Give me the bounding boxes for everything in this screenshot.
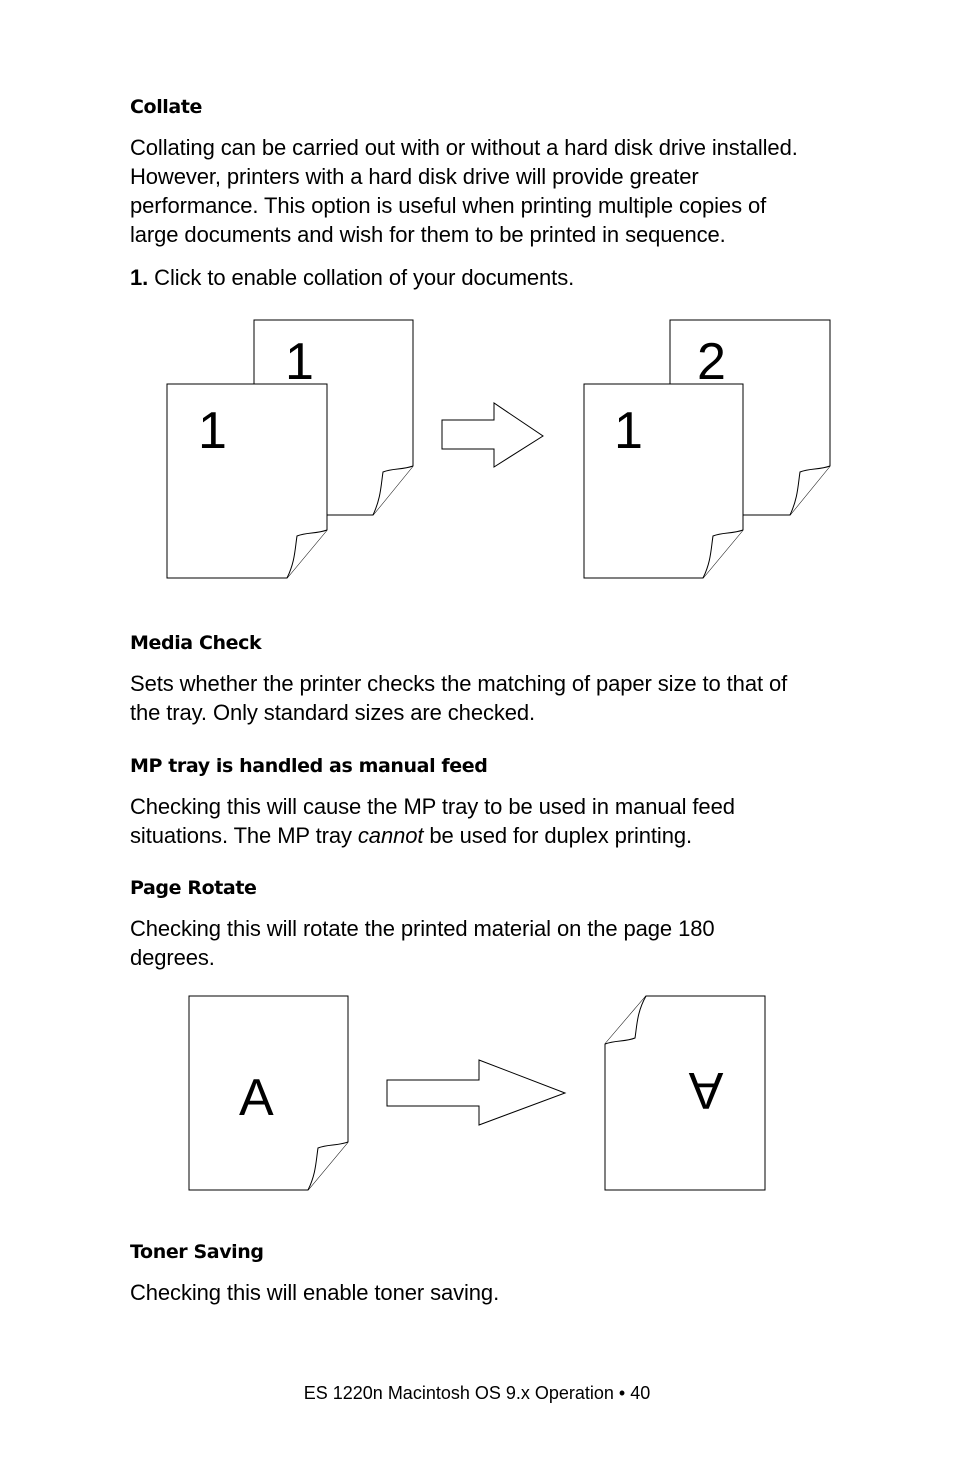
page-rotate-paragraph — [130, 914, 860, 972]
collate-line-1: Collating can be carried out with or without a hard disk drive installed. — [130, 135, 798, 160]
toner-saving-line-1: Checking this will enable toner saving. — [130, 1280, 500, 1305]
collate-paragraph — [130, 133, 860, 249]
left-front-page — [167, 384, 327, 578]
mp-tray-line-2-end: be used for duplex printing. — [423, 823, 692, 848]
page-rotate-line-1: Checking this will rotate the printed material on the page 180 — [130, 916, 715, 941]
mp-tray-line-1: Checking this will cause the MP tray to be used in manual feed — [130, 794, 735, 819]
page-rotate-line-2: degrees. — [130, 945, 215, 970]
collate-line-3: performance. This option is useful when printing multiple copies of — [130, 193, 767, 218]
right-front-page — [584, 384, 743, 578]
step-number: 1. — [130, 265, 149, 290]
media-check-paragraph — [130, 669, 860, 727]
media-check-line-2: the tray. Only standard sizes are checked. — [130, 700, 536, 725]
collate-line-4: large documents and wish for them to be printed in sequence. — [130, 222, 726, 247]
left-front-page-number: 1 — [198, 402, 227, 460]
collate-line-2: However, printers with a hard disk drive will provide greater — [130, 164, 699, 189]
step-text: Click to enable collation of your documents. — [154, 265, 575, 290]
mp-tray-line-2-start: situations. The MP tray — [130, 823, 358, 848]
rotate-arrow — [387, 1060, 565, 1125]
page-rotate-figure — [0, 985, 954, 1205]
toner-saving-heading: Toner Saving — [130, 1241, 264, 1263]
media-check-line-1: Sets whether the printer checks the matching of paper size to that of — [130, 671, 788, 696]
mp-tray-heading: MP tray is handled as manual feed — [130, 755, 488, 777]
mp-tray-paragraph — [130, 792, 860, 850]
collate-step-1 — [130, 263, 860, 292]
right-back-page-number: 2 — [697, 333, 726, 391]
mp-tray-emphasis: cannot — [357, 823, 424, 848]
collate-heading: Collate — [130, 96, 203, 118]
original-page-letter: A — [239, 1069, 274, 1127]
right-front-page-number: 1 — [614, 402, 643, 460]
rotated-page — [605, 996, 765, 1190]
page-rotate-heading: Page Rotate — [130, 877, 257, 899]
mp-tray-line-2 — [130, 821, 860, 850]
media-check-heading: Media Check — [130, 632, 262, 654]
rotated-page-letter: A — [688, 1061, 724, 1119]
collate-figure — [0, 300, 954, 600]
page-footer: ES 1220n Macintosh OS 9.x Operation • 40 — [303, 1383, 651, 1403]
toner-saving-paragraph — [130, 1278, 860, 1307]
collate-arrow — [442, 403, 543, 467]
left-back-page-number: 1 — [285, 333, 314, 391]
